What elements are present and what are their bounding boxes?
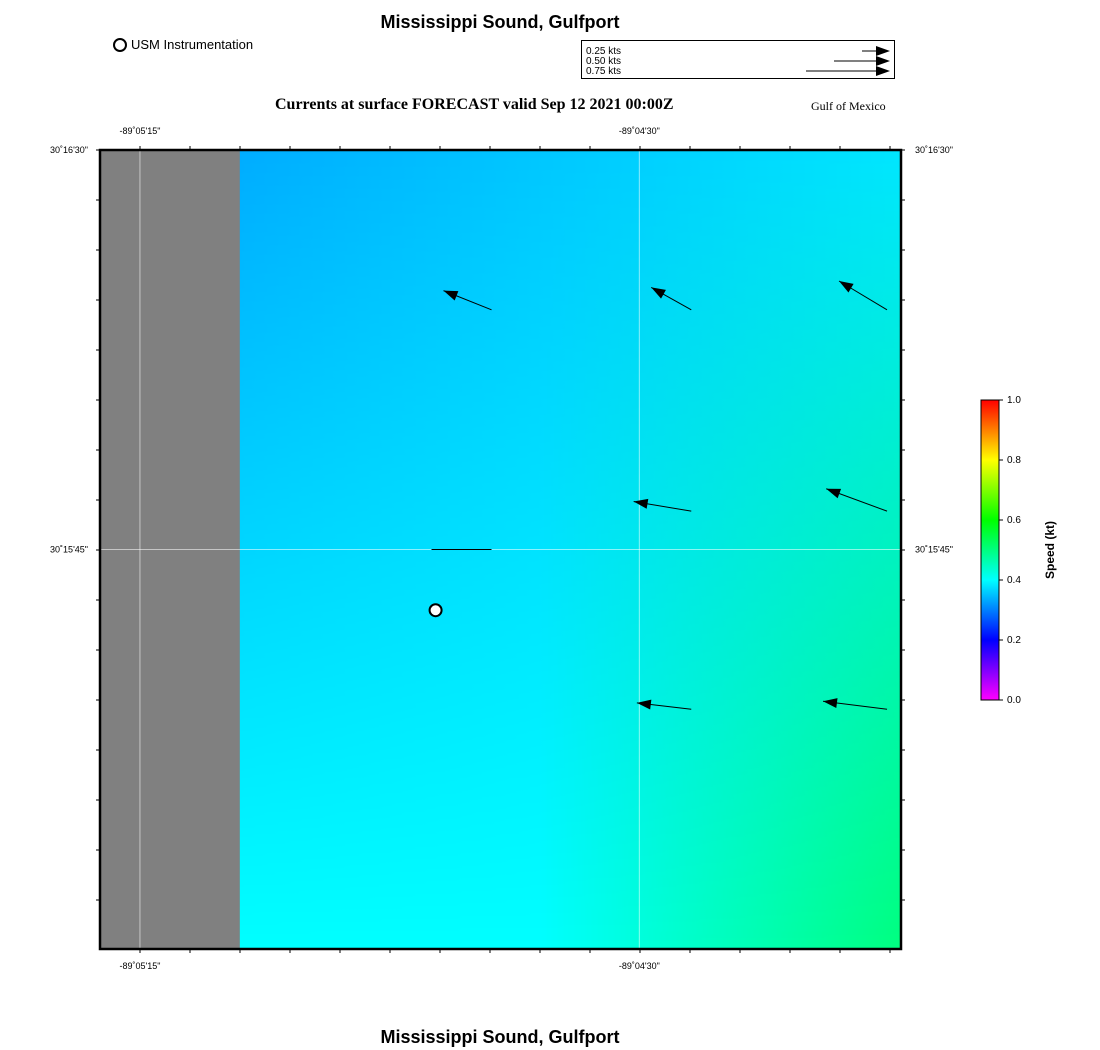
lat-tick-label-0-right: 30˚16'30" (915, 145, 953, 155)
colorbar-gradient (981, 400, 999, 700)
lat-tick-label-0-left: 30˚16'30" (50, 145, 88, 155)
vector-scale-legend (581, 40, 895, 79)
lon-tick-label-0-bottom: -89˚05'15" (119, 961, 161, 971)
lon-tick-label-1-top: -89˚04'30" (618, 126, 660, 136)
arrowhead-icon (876, 66, 890, 76)
station-legend-label: USM Instrumentation (131, 37, 254, 52)
page-title: Mississippi Sound, Gulfport (380, 12, 620, 32)
arrowhead-icon (876, 46, 890, 56)
lat-tick-label-1-left: 30˚15'45" (50, 544, 88, 555)
colorbar-tick-2: 0.4 (1007, 575, 1021, 586)
colorbar-tick-5: 1.0 (1007, 395, 1021, 406)
colorbar-tick-3: 0.6 (1007, 515, 1021, 526)
lon-tick-label-1-bottom: -89˚04'30" (618, 961, 660, 971)
arrowhead-icon (876, 56, 890, 66)
scale-label-1: 0.50 kts (586, 56, 622, 67)
scale-label-2: 0.75 kts (586, 66, 622, 77)
forecast-subtitle: Currents at surface FORECAST valid Sep 12 2021 00:00Z (275, 96, 674, 113)
footer-title: Mississippi Sound, Gulfport (380, 1027, 620, 1047)
colorbar-tick-4: 0.8 (1007, 455, 1021, 466)
lat-tick-label-1-right: 30˚15'45" (915, 544, 953, 555)
region-label: Gulf of Mexico (811, 99, 886, 113)
station-marker-icon (113, 38, 127, 52)
scale-label-0: 0.25 kts (586, 46, 622, 57)
usm-station-marker[interactable] (430, 604, 442, 616)
colorbar-tick-0: 0.0 (1007, 695, 1021, 706)
station-legend (113, 37, 253, 52)
lon-tick-label-0-top: -89˚05'15" (119, 126, 161, 136)
colorbar-tick-1: 0.2 (1007, 635, 1021, 646)
colorbar-label: Speed (kt) (1043, 520, 1057, 580)
speed-colorbar (960, 390, 1080, 710)
